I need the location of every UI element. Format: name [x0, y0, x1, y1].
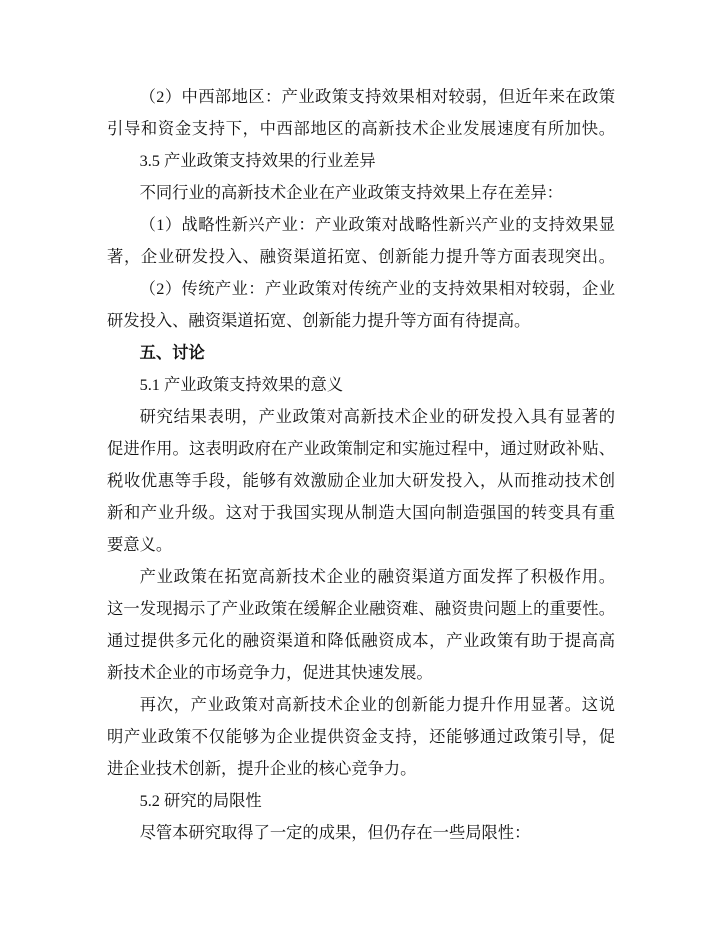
paragraph-line: 再次，产业政策对高新技术企业的创新能力提升作用显著。这说 [139, 695, 615, 714]
paragraph-line: 尽管本研究取得了一定的成果，但仍存在一些局限性： [139, 823, 531, 842]
paragraph [107, 561, 615, 689]
paragraph [107, 209, 615, 273]
paragraph-line: 不同行业的高新技术企业在产业政策支持效果上存在差异： [139, 183, 563, 202]
paragraph [107, 81, 615, 145]
paragraph-line: 新技术企业的市场竞争力，促进其快速发展。 [107, 663, 433, 682]
paragraph-line: 新和产业升级。这对于我国实现从制造大国向制造强国的转变具有重 [107, 503, 615, 522]
paragraph [107, 401, 615, 561]
paragraph-line: 促进作用。这表明政府在产业政策制定和实施过程中，通过财政补贴、 [107, 439, 615, 458]
document-body [107, 81, 615, 849]
paragraph-line: 进企业技术创新，提升企业的核心竞争力。 [107, 759, 417, 778]
paragraph-line: 明产业政策不仅能够为企业提供资金支持，还能够通过政策引导，促 [107, 727, 615, 746]
paragraph-line: 著，企业研发投入、融资渠道拓宽、创新能力提升等方面表现突出。 [107, 247, 615, 266]
paragraph-line: 产业政策在拓宽高新技术企业的融资渠道方面发挥了积极作用。 [139, 567, 615, 586]
paragraph [107, 177, 615, 209]
paragraph [107, 273, 615, 337]
paragraph-line: （2）传统产业：产业政策对传统产业的支持效果相对较弱，企业 [139, 279, 615, 298]
paragraph-line: 这一发现揭示了产业政策在缓解企业融资难、融资贵问题上的重要性。 [107, 599, 615, 618]
subsection-heading: 3.5 产业政策支持效果的行业差异 [139, 151, 376, 170]
paragraph-line: 要意义。 [107, 535, 173, 554]
section-heading: 五、讨论 [139, 343, 205, 362]
paragraph-line: 引导和资金支持下，中西部地区的高新技术企业发展速度有所加快。 [107, 119, 615, 138]
paragraph-line: 研发投入、融资渠道拓宽、创新能力提升等方面有待提高。 [107, 311, 531, 330]
paragraph-line: （1）战略性新兴产业：产业政策对战略性新兴产业的支持效果显 [139, 215, 615, 234]
paragraph [107, 689, 615, 785]
subsection-heading: 5.2 研究的局限性 [139, 791, 262, 810]
paragraph [107, 817, 615, 849]
subsection-heading: 5.1 产业政策支持效果的意义 [139, 375, 344, 394]
paragraph-line: （2）中西部地区：产业政策支持效果相对较弱，但近年来在政策 [139, 87, 615, 106]
paragraph-line: 研究结果表明，产业政策对高新技术企业的研发投入具有显著的 [139, 407, 615, 426]
paragraph-line: 通过提供多元化的融资渠道和降低融资成本，产业政策有助于提高高 [107, 631, 615, 650]
paragraph-line: 税收优惠等手段，能够有效激励企业加大研发投入，从而推动技术创 [107, 471, 615, 490]
